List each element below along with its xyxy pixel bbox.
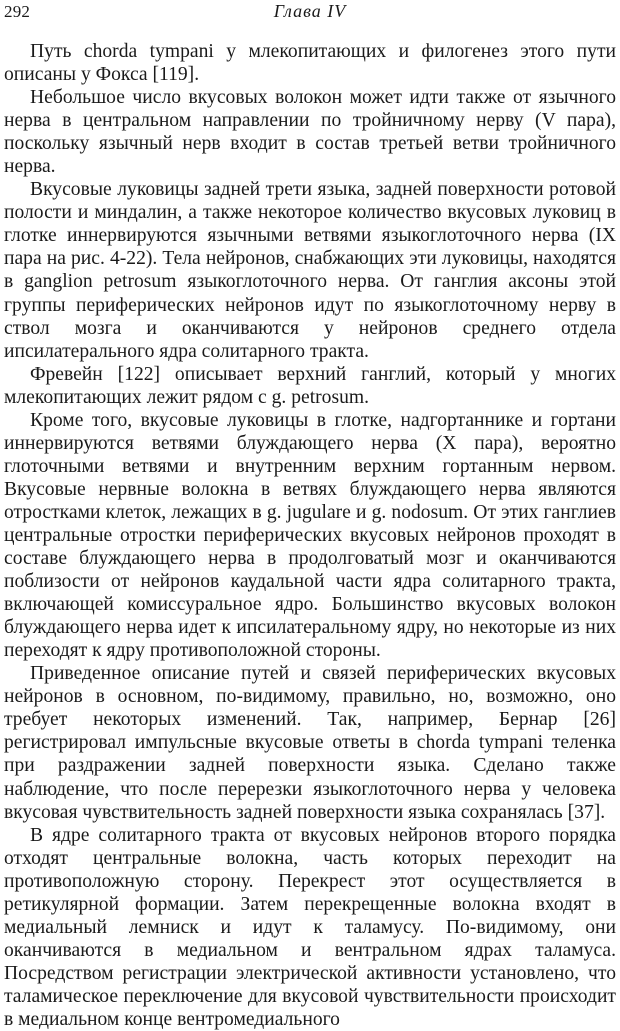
- body-text: [4, 40, 616, 1031]
- paragraph: Вкусовые луковицы задней трети языка, задней поверхности ротовой полости и миндалин, а также некоторое количество вкусовых луковиц в глотке иннервируются язычными ветвями языкоглоточного нерва (IX пара на рис. 4-22). Тела нейронов, снабжающих эти луковицы, находятся в ganglion petrosum языкоглоточного нерва. От ганглия аксоны этой группы периферических нейронов идут по языкоглоточному нерву в ствол мозга и оканчиваются у нейронов среднего отдела ипсилатерального ядра солитарного тракта.: [4, 179, 616, 362]
- paragraph: Кроме того, вкусовые луковицы в глотке, надгортаннике и гортани иннервируются ветвями блуждающего нерва (X пара), вероятно глоточными ветвями и внутренним верхним гортанным нервом. Вкусовые нервные волокна в ветвях блуждающего нерва являются отростками клеток, лежащих в g. jugulare и g. nodosum. От этих ганглиев центральные отростки периферических вкусовых нейронов проходят в составе блуждающего нерва в продолговатый мозг и оканчиваются поблизости от нейронов каудальной части ядра солитарного тракта, включающей комиссуральное ядро. Большинство вкусовых волокон блуждающего нерва идет к ипсилатеральному ядру, но некоторые из них переходят к ядру противоположной стороны.: [4, 409, 616, 662]
- paragraph: Приведенное описание путей и связей периферических вкусовых нейронов в основном, по-видимому, правильно, но, возможно, оно требует некоторых изменений. Так, например, Бернар [26] регистрировал импульсные вкусовые ответы в chorda tympani теленка при раздражении задней поверхности языка. Сделано также наблюдение, что после перерезки языкоглоточного нерва у человека вкусовая чувствительность задней поверхности языка сохранялась [37].: [4, 663, 616, 823]
- paragraph: В ядре солитарного тракта от вкусовых нейронов второго порядка отходят центральные волокна, часть которых переходит на противоположную сторону. Перекрест этот осуществляется в ретикулярной формации. Затем перекрещенные волокна входят в медиальный лемниск и идут к таламусу. По-видимому, они оканчиваются в медиальном и вентральном ядрах таламуса. Посредством регистрации электрической активности установлено, что таламическое переключение для вкусовой чувствительности происходит в медиальном конце вентромедиального: [4, 824, 616, 1030]
- paragraph: Путь chorda tympani у млекопитающих и филогенез этого пути описаны у Фокса [119].: [4, 41, 616, 86]
- paragraph: Фревейн [122] описывает верхний ганглий, который у многих млекопитающих лежит рядом с g. petrosum.: [4, 363, 616, 408]
- page-number: 292: [4, 2, 31, 21]
- chapter-running-head: Глава IV: [273, 1, 347, 21]
- paragraph: Небольшое число вкусовых волокон может идти также от язычного нерва в центральном направлении по тройничному нерву (V пара), поскольку язычный нерв входит в состав третьей ветви тройничного нерва.: [4, 87, 616, 178]
- page-header: [4, 0, 616, 26]
